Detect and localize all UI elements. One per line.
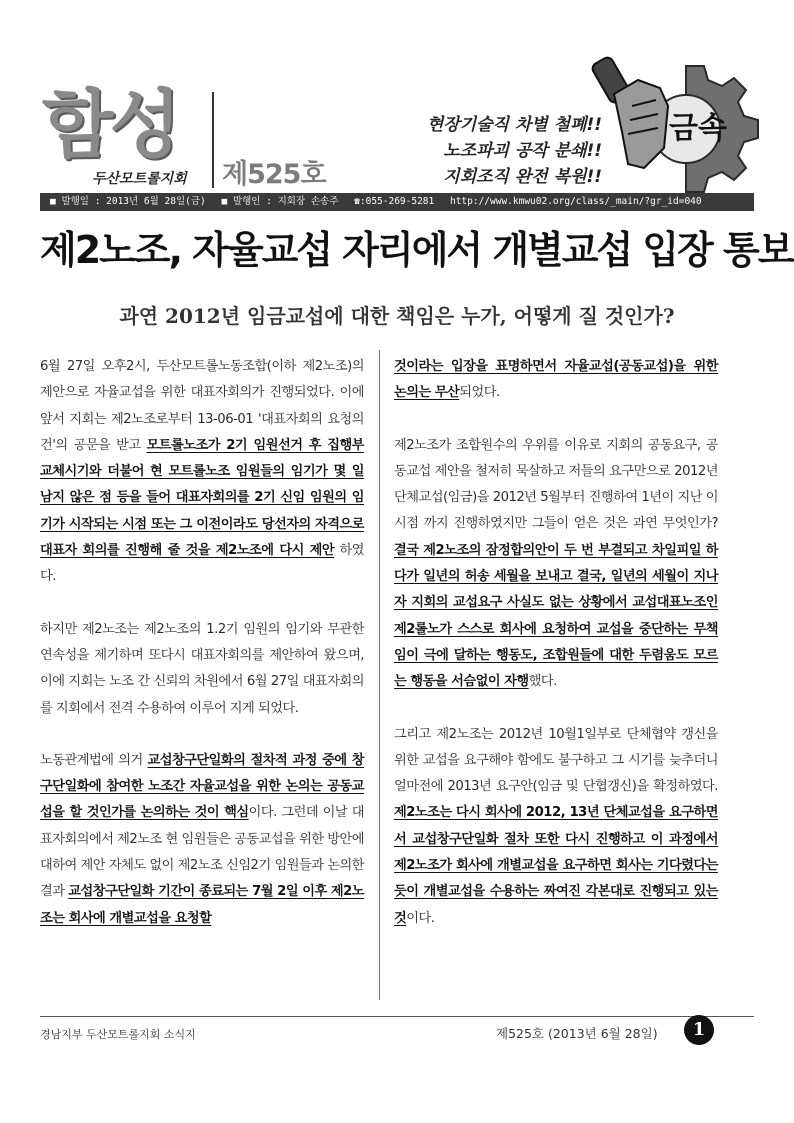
union-fist-gear-emblem-icon — [586, 36, 766, 196]
emphasis-text: 교섭창구단일화의 절차적 과정 중에 창구단일화에 참여한 노조간 자율교섭을 위한 논의는 공동교섭을 할 것인가를 논의하는 것이 핵심 — [40, 752, 364, 821]
page-number: 1 — [684, 1015, 714, 1045]
masthead-logo-subtitle: 두산모트롤지회 — [92, 171, 187, 187]
publication-info-bar — [40, 193, 754, 211]
footer-rule — [40, 1016, 754, 1017]
paragraph: 하지만 제2노조는 제2노조의 1.2기 임원의 임기와 무관한 연속성을 제기하며 또다시 대표자회의를 제안하여 왔으며, 이에 지회는 노조 간 신뢰의 차원에서 6월 27일 대표자회의를 지회에서 전격 수용하여 이루어 지게 되었다. — [40, 621, 364, 716]
emphasis-text: 것이라는 입장을 표명하면서 자율교섭(공동교섭)을 위한 논의는 무산 — [394, 359, 718, 401]
text-run: 하였다. — [40, 543, 364, 585]
text-run: 제2노조가 조합원수의 우위를 이유로 지회의 공동요구, 공동교섭 제안을 철저히 묵살하고 저들의 요구만으로 2012년 단체교섭(임금)을 2012년 5월부터 진행하여 1년이 지난 이 시점 까지 진행하였지만 그들이 얻은 것은 과연 무엇인가? — [394, 437, 718, 532]
paragraph — [394, 354, 718, 407]
emphasis-text: 교섭창구단일화 기간이 종료되는 7월 2일 이후 제2노조는 회사에 개별교섭을 요청할 — [40, 884, 365, 926]
paragraph — [394, 722, 718, 932]
masthead-divider — [212, 92, 214, 188]
emphasis-text: 모트롤노조가 2기 임원선거 후 집행부 교체시기와 더불어 현 모트롤노조 임원들의 임기가 몇 일 남지 않은 점 등을 들어 대표자회의를 2기 신임 임원의 임기가 시작되는 시점 또는 그 이전이라도 당선자의 자격으로 대표자 회의를 진행해 줄 것을 제2노조에 다시 제안 — [40, 437, 364, 559]
column-divider — [379, 350, 380, 1000]
text-run: 6월 27일 오후2시, 두산모트롤노동조합(이하 제2노조)의 제안으로 자율교섭을 위한 대표자회의가 진행되었다. 이에 앞서 지회는 제2노조로부터 13-06-01 '대표자회의 요청의 건'의 공문을 받고 — [40, 359, 364, 453]
text-run: 했다. — [528, 674, 557, 690]
publish-date: ■ 발행일 : 2013년 6월 28일(금) — [50, 196, 206, 207]
phone-number: ☎:055-269-5281 — [354, 196, 435, 207]
slogan-item: 노조파괴 공작 분쇄!! — [443, 141, 602, 161]
paragraph — [40, 354, 364, 591]
text-run: 되었다. — [459, 385, 500, 401]
article-column-right — [394, 354, 718, 958]
text-run: 노동관계법에 의거 — [40, 752, 148, 768]
slogan-item: 현장기술직 차별 철폐!! — [426, 115, 602, 135]
slogan-list — [362, 112, 602, 190]
slogan-item: 지회조직 완전 복원!! — [443, 167, 602, 187]
publisher: ■ 발행인 : 지회장 손송주 — [221, 196, 339, 207]
text-run: 그리고 제2노조는 2012년 10월1일부로 단체협약 갱신을 위한 교섭을 요구해야 함에도 불구하고 그 시기를 늦추더니 얼마전에 2013년 요구안(임금 및 단협갱신)을 확정하였다. — [394, 726, 718, 795]
text-run: 이다. 그런데 이날 대표자회의에서 제2노조 현 임원들은 공동교섭을 위한 방안에 대하여 제안 자체도 없이 제2노조 신임2기 임원들과 논의한 결과 — [40, 805, 364, 900]
masthead — [40, 60, 760, 190]
article-headline: 제2노조, 자율교섭 자리에서 개별교섭 입장 통보 — [40, 228, 793, 272]
text-run: 이다. — [406, 910, 435, 926]
paragraph — [40, 748, 364, 932]
footer-issue-date: 제525호 (2013년 6월 28일) — [496, 1026, 658, 1041]
article-subheadline: 과연 2012년 임금교섭에 대한 책임은 누가, 어떻게 질 것인가? — [119, 304, 675, 328]
website-link[interactable]: http://www.kmwu02.org/class/_main/?gr_id=040 — [449, 196, 702, 207]
emphasis-text: 제2노조는 다시 회사에 2012, 13년 단체교섭을 요구하면서 교섭창구단일화 절차 또한 다시 진행하고 이 과정에서 제2노조가 회사에 개별교섭을 요구하면 회사는 기다렸다는 듯이 개별교섭을 수용하는 짜여진 각본대로 진행되고 있는 것 — [394, 805, 718, 926]
emblem-text: 금속 — [669, 111, 727, 146]
issue-number: 제525호 — [222, 159, 326, 190]
masthead-logo: 함성 — [42, 82, 177, 168]
footer-publication-name: 경남지부 두산모트롤지회 소식지 — [40, 1028, 196, 1041]
article-column-left — [40, 354, 364, 958]
emphasis-text: 결국 제2노조의 잠정합의안이 두 번 부결되고 차일피일 하다가 일년의 허송 세월을 보내고 결국, 일년의 세월이 지나자 지회의 교섭요구 사실도 없는 상황에서 교섭대표노조인 제2롤노가 스스로 회사에 요청하여 교섭을 중단하는 무책임이 극에 달하는 행동도, 조합원들에 대한 두렴움도 모르는 행동을 서슴없이 자행 — [394, 542, 718, 690]
paragraph — [394, 433, 718, 696]
